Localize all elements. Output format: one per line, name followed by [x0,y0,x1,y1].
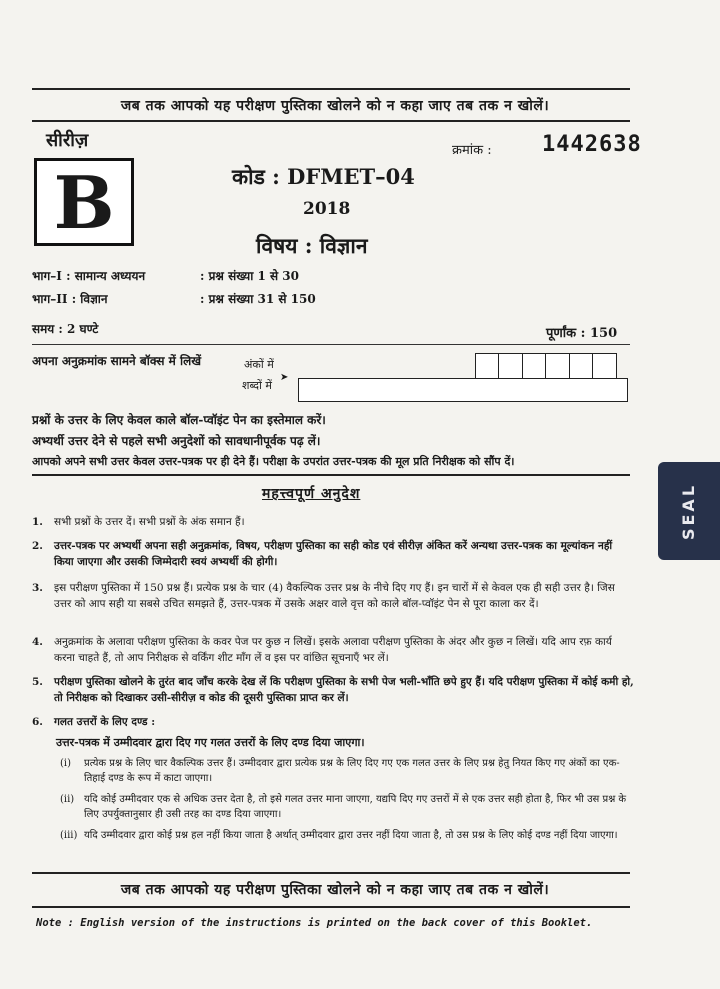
instruction-item [32,634,632,668]
instruction-number: 6. [32,716,43,728]
roll-rule [32,344,630,345]
roll-number-digit-boxes[interactable] [476,353,617,379]
serial-number: 1442638 [542,132,642,157]
instruction-number: 5. [32,676,43,688]
part-2-name: भाग–II : विज्ञान [32,292,108,306]
series-box [34,158,134,246]
top-warning: जब तक आपको यह परीक्षण पुस्तिका खोलने को न कहा जाए तब तक न खोलें। [120,98,550,114]
max-marks: पूर्णांक : 150 [546,326,618,341]
instruction-item [32,514,632,532]
instruction-text: गलत उत्तरों के लिए दण्ड : [54,716,156,728]
instruction-text: सभी प्रश्नों के उत्तर दें। सभी प्रश्नों के अंक समान हैं। [54,516,245,528]
part-2-questions: : प्रश्न संख्या 31 से 150 [200,292,316,306]
roll-number-words-box[interactable] [298,378,628,402]
instruction-text: उत्तर-पत्रक पर अभ्यर्थी अपना सही अनुक्रमांक, विषय, परीक्षण पुस्तिका का सही कोड एवं सीरीज़ अंकित करें अन्यथा उत्तर-पत्रक का मूल्यांकन नहीं किया जाएगा और उसकी जिम्मेदारी स्वयं अभ्यर्थी की होगी। [54,540,613,568]
series-label: सीरीज़ [46,130,89,151]
bottom-warning: जब तक आपको यह परीक्षण पुस्तिका खोलने को न कहा जाए तब तक न खोलें। [120,882,550,898]
penalty-text: यदि कोई उम्मीदवार एक से अधिक उत्तर देता है, तो इसे गलत उत्तर माना जाएगा, यद्यपि दिए गए उत्तरों में से एक उत्तर सही होता है, फिर भी उस प्रश्न के लिए उपर्युक्तानुसार ही उसी तरह का दण्ड दिया जाएगा। [84,794,627,820]
roll-words-label: शब्दों में [242,379,272,392]
instruction-number: 1. [32,516,43,528]
arrow-right-icon: ➤ [280,372,289,383]
bottom-rule-lower [32,906,630,908]
instruction-text: अनुक्रमांक के अलावा परीक्षण पुस्तिका के कवर पेज पर कुछ न लिखें। इसके अलावा परीक्षण पुस्तिका के अंदर और कुछ न लिखें। यदि आप रफ़ कार्य करना चाहते हैं, तो आप निरीक्षक से वर्किंग शीट माँग लें व इस पर वांछित सूचनाएँ भर लें। [54,636,612,664]
roll-digit-box[interactable] [475,353,500,379]
instruction-text: इस परीक्षण पुस्तिका में 150 प्रश्न हैं। प्रत्येक प्रश्न के चार (4) वैकल्पिक उत्तर प्रश्न के नीचे दिए गए हैं। इन चारों में से केवल एक ही सही उत्तर है। जिस उत्तर को आप सही या सबसे उचित समझते हैं, उत्तर-पत्रक में उसके अक्षर वाले वृत्त को काले बॉल-प्वॉइंट पेन से पूरा काला कर दें। [54,582,615,610]
roll-digit-box[interactable] [522,353,547,379]
roll-digit-box[interactable] [569,353,594,379]
roll-figures-label: अंकों में [244,358,274,371]
exam-time: समय : 2 घण्टे [32,322,99,336]
part-1-name: भाग–I : सामान्य अध्ययन [32,269,146,283]
part-1-questions: : प्रश्न संख्या 1 से 30 [200,269,299,283]
instruction-item [32,580,632,630]
instruction-number: 2. [32,540,43,552]
penalty-number: (i) [60,758,72,769]
roll-number-label: अपना अनुक्रमांक सामने बॉक्स में लिखें [32,354,202,368]
penalty-item [60,828,630,860]
seal-tab [658,462,720,560]
booklet-code: कोड : DFMET–04 [232,164,415,189]
important-instructions-heading: महत्त्वपूर्ण अनुदेश [262,486,361,502]
penalty-intro: उत्तर-पत्रक में उम्मीदवार द्वारा दिए गए गलत उत्तरों के लिए दण्ड दिया जाएगा। [56,736,365,749]
roll-digit-box[interactable] [545,353,570,379]
general-instruction: प्रश्नों के उत्तर के लिए केवल काले बॉल-प्वॉइंट पेन का इस्तेमाल करें। [32,413,326,427]
english-version-note: Note : English version of the instructions is printed on the back cover of this Booklet. [36,917,593,929]
serial-label: क्रमांक : [452,143,492,158]
instruction-item [32,674,632,708]
series-letter: B [53,159,115,245]
penalty-text: यदि उम्मीदवार द्वारा कोई प्रश्न हल नहीं किया जाता है अर्थात् उम्मीदवार द्वारा उत्तर नहीं दिया जाता है, तो उस प्रश्न के लिए कोई दण्ड नहीं दिया जाएगा। [84,830,618,841]
instruction-number: 3. [32,582,43,594]
penalty-item [60,756,630,788]
roll-digit-box[interactable] [592,353,617,379]
exam-year: 2018 [303,199,351,219]
bottom-rule [32,872,630,874]
penalty-number: (iii) [60,830,78,841]
subject-title: विषय : विज्ञान [256,233,368,258]
instructions-rule [32,474,630,476]
general-instruction: अभ्यर्थी उत्तर देने से पहले सभी अनुदेशों को सावधानीपूर्वक पढ़ लें। [32,434,321,448]
instruction-text: परीक्षण पुस्तिका खोलने के तुरंत बाद जाँच करके देख लें कि परीक्षण पुस्तिका के सभी पेज भली-भाँति छपे हुए हैं। यदि परीक्षण पुस्तिका में कोई कमी हो, तो निरीक्षक को दिखाकर उसी-सीरीज़ व कोड की दूसरी पुस्तिका प्राप्त कर लें। [54,676,634,704]
roll-digit-box[interactable] [498,353,523,379]
penalty-number: (ii) [60,794,75,805]
penalty-text: प्रत्येक प्रश्न के लिए चार वैकल्पिक उत्तर हैं। उम्मीदवार द्वारा प्रत्येक प्रश्न के लिए दिए गए एक गलत उत्तर के लिए प्रश्न हेतु नियत किए गए अंकों का एक-तिहाई दण्ड के रूप में काटा जाएगा। [84,758,620,784]
instruction-item [32,538,632,572]
seal-label: SEAL [679,482,699,540]
top-rule-lower [32,120,630,122]
instruction-number: 4. [32,636,43,648]
top-rule [32,88,630,90]
instruction-item [32,714,632,732]
general-instruction: आपको अपने सभी उत्तर केवल उत्तर-पत्रक पर ही देने हैं। परीक्षा के उपरांत उत्तर-पत्रक की मूल प्रति निरीक्षक को सौंप दें। [32,455,515,468]
penalty-item [60,792,630,824]
